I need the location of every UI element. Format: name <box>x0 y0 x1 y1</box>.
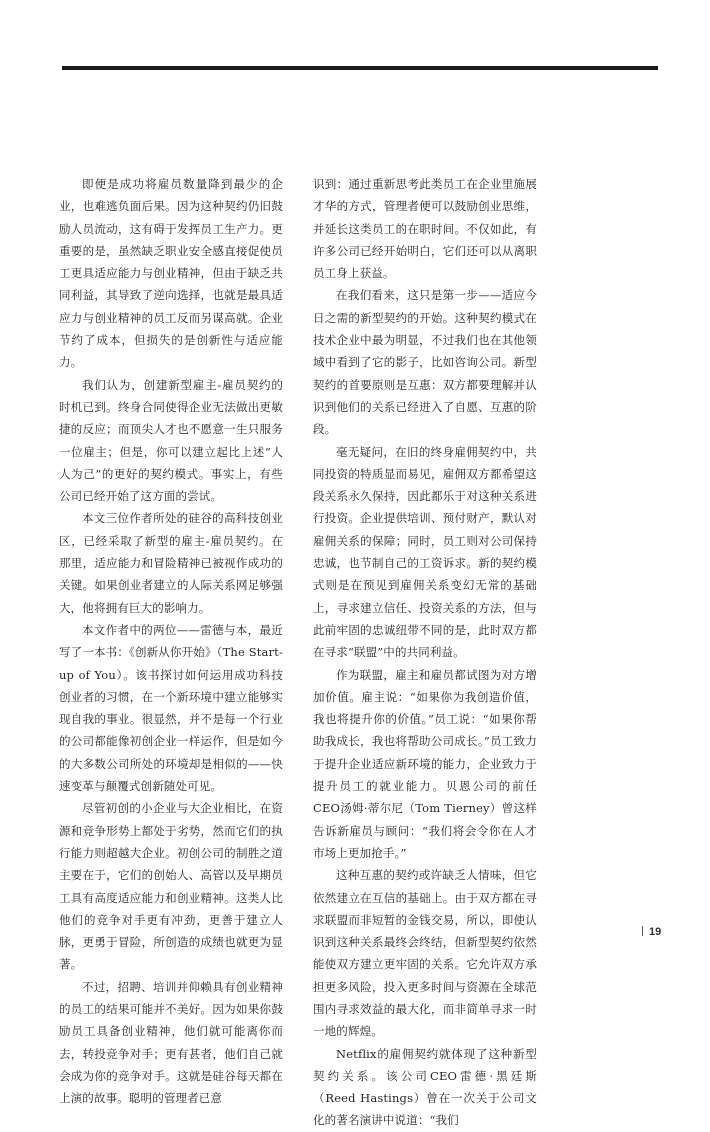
paragraph: 识到：通过重新思考此类员工在企业里施展才华的方式，管理者便可以鼓励创业思维，并延长这类员工的在职时间。不仅如此，有许多公司已经开始明白，它们还可以从离职员工身上获益。 <box>313 177 537 281</box>
paragraph: 不过，招聘、培训并仰赖具有创业精神的员工的结果可能并不美好。因为如果你鼓励员工具备创业精神，他们就可能离你而去，转投竞争对手；更有甚者，他们自己就会成为你的竞争对手。这就是硅谷每天都在上演的故事。聪明的管理者已意 <box>59 979 283 1106</box>
left-column <box>59 173 283 1109</box>
page-number <box>642 926 661 938</box>
paragraph: 我们认为，创建新型雇主-雇员契约的时机已到。终身合同使得企业无法做出更敏捷的反应；而顶尖人才也不愿意一生只服务一位雇主；但是，你可以建立起比上述“人人为己”的更好的契约模式。事实上，有些公司已经开始了这方面的尝试。 <box>59 377 283 504</box>
paragraph: 作为联盟，雇主和雇员都试图为对方增加价值。雇主说：“如果你为我创造价值，我也将提升你的价值。”员工说：“如果你帮助我成长，我也将帮助公司成长。”员工致力于提升企业适应新环境的能力，企业致力于提升员工的就业能力。贝恩公司的前任CEO汤姆·蒂尔尼（Tom Tierney）曾这样告诉新雇员与顾问：“我们将会令你在人才市场上更加抢手。” <box>313 667 537 860</box>
paragraph: 尽管初创的小企业与大企业相比，在资源和竞争形势上都处于劣势，然而它们的执行能力则超越大企业。初创公司的制胜之道主要在于，它们的创始人、高管以及早期员工具有高度适应能力和创业精神。这类人比他们的竞争对手更有冲劲，更善于建立人脉，更勇于冒险，所创造的成绩也就更为显著。 <box>59 801 283 972</box>
paragraph: Netflix的雇佣契约就体现了这种新型契约关系。该公司CEO雷德·黑廷斯（Reed Hastings）曾在一次关于公司文化的著名演讲中说道：“我们 <box>313 1046 537 1128</box>
paragraph: 本文作者中的两位——雷德与本，最近写了一本书：《创新从你开始》（The Start-up of You）。该书探讨如何运用成功科技创业者的习惯，在一个新环境中建立能够实现自我的事业。很显然，并不是每一个行业的公司都能像初创企业一样运作，但是如今的大多数公司所处的环境却是相似的——快速变革与颠覆式创新随处可见。 <box>59 622 283 794</box>
right-column <box>313 173 537 1132</box>
paragraph: 在我们看来，这只是第一步——适应今日之需的新型契约的开始。这种契约模式在技术企业中最为明显，不过我们也在其他领域中看到了它的影子，比如咨询公司。新型契约的首要原则是互惠：双方都要理解并认识到他们的关系已经进入了自愿、互惠的阶段。 <box>313 288 537 437</box>
paragraph: 本文三位作者所处的硅谷的高科技创业区，已经采取了新型的雇主-雇员契约。在那里，适应能力和冒险精神已被视作成功的关键。如果创业者建立的人际关系网足够强大，他将拥有巨大的影响力。 <box>59 511 283 615</box>
paragraph: 即便是成功将雇员数量降到最少的企业，也难逃负面后果。因为这种契约仍旧鼓励人员流动，这有碍于发挥员工生产力。更重要的是，虽然缺乏职业安全感直接促使员工更具适应能力与创业精神，但由于缺乏共同利益，其导致了逆向选择，也就是最具适应力与创业精神的员工反而另谋高就。企业节约了成本，但损失的是创新性与适应能力。 <box>59 177 283 370</box>
paragraph: 毫无疑问，在旧的终身雇佣契约中，共同投资的特质显而易见，雇佣双方都希望这段关系永久保持，因此都乐于对这种关系进行投资。企业提供培训、预付财产，默认对雇佣关系的保障；同时，员工则对公司保持忠诚，也节制自己的工资诉求。新的契约模式则是在预见到雇佣关系变幻无常的基础上，寻求建立信任、投资关系的方法，但与此前牢固的忠诚纽带不同的是，此时双方都在寻求“联盟”中的共同利益。 <box>313 444 537 660</box>
page-number-text: 19 <box>649 926 662 938</box>
page-number-divider <box>642 926 643 936</box>
top-rule <box>62 66 658 70</box>
paragraph: 这种互惠的契约或许缺乏人情味，但它依然建立在互信的基础上。由于双方都在寻求联盟而非短暂的金钱交易，所以，即使认识到这种关系最终会终结，但新型契约依然能使双方建立更牢固的关系。它允许双方承担更多风险，投入更多时间与资源在全球范围内寻求效益的最大化，而非简单寻求一时一地的辉煌。 <box>313 868 537 1039</box>
